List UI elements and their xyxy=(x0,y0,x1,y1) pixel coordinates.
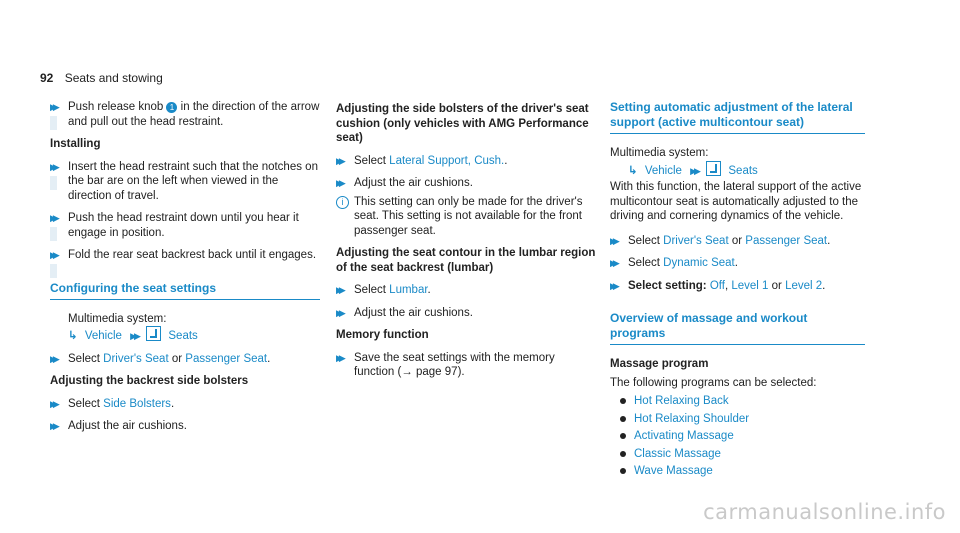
step-adjust-air-3: ▶▶ Adjust the air cushions. xyxy=(336,306,598,321)
list-item[interactable]: Hot Relaxing Back xyxy=(620,394,865,409)
watermark: carmanualsonline.info xyxy=(703,500,946,524)
passenger-seat-link[interactable]: Passenger Seat xyxy=(185,352,268,365)
auto-adjust-description: With this function, the lateral support of the active multicontour seat is automatically adjusted to the driving and cornering dynamics of the vehicle. xyxy=(610,181,862,222)
step-fold: ▶▶ Fold the rear seat backrest back until it engages. xyxy=(50,248,320,263)
step-select-dynamic: ▶▶ Select Dynamic Seat. xyxy=(610,256,865,271)
off-link[interactable]: Off xyxy=(709,279,725,292)
double-chevron-icon: ▶▶ xyxy=(130,331,138,341)
list-item[interactable]: Wave Massage xyxy=(620,464,865,479)
step-push-down: ▶▶ Push the head restraint down until you hear it engage in position. xyxy=(50,211,320,240)
programs-list xyxy=(610,394,865,479)
page-header xyxy=(40,71,163,86)
column-middle xyxy=(336,100,598,388)
side-bolsters-heading: Adjusting the side bolsters of the driver's seat cushion (only vehicles with AMG Performance seat) xyxy=(336,103,589,144)
step-arrow-icon xyxy=(50,352,62,382)
installing-heading: Installing xyxy=(50,138,101,150)
menu-path xyxy=(610,161,865,179)
drivers-seat-link[interactable]: Driver's Seat xyxy=(663,234,729,247)
double-chevron-icon: ▶▶ xyxy=(690,165,698,176)
level1-link[interactable]: Level 1 xyxy=(731,279,769,292)
page-number: 92 xyxy=(40,71,54,85)
info-note: i This setting can only be made for the driver's seat. This setting is not available for the front passenger seat. xyxy=(336,195,598,239)
auto-adjust-heading: Setting automatic adjustment of the lateral support (active multicontour seat) xyxy=(610,100,865,134)
overview-heading: Overview of massage and workout programs xyxy=(610,311,865,345)
step-select-lumbar: ▶▶ Select Lumbar. xyxy=(336,283,598,298)
memory-heading: Memory function xyxy=(336,329,429,341)
programs-intro: The following programs can be selected: xyxy=(610,376,817,389)
side-bolsters-link[interactable]: Side Bolsters xyxy=(103,397,171,410)
return-arrow-icon: ↳ xyxy=(68,330,78,342)
callout-1-icon: 1 xyxy=(166,102,177,113)
step-adjust-air: ▶▶ Adjust the air cushions. xyxy=(50,419,320,434)
section-title: Seats and stowing xyxy=(64,71,163,85)
step-save-memory: ▶▶ Save the seat settings with the memory function (→ page 97). xyxy=(336,351,598,380)
step-push-release: ▶▶ Push release knob 1 in the direction of the arrow and pull out the head restraint. xyxy=(50,100,320,129)
passenger-seat-link[interactable]: Passenger Seat xyxy=(745,234,828,247)
lateral-support-link[interactable]: Lateral Support, Cush. xyxy=(389,154,505,167)
lumbar-link[interactable]: Lumbar xyxy=(389,284,428,296)
multimedia-label: Multimedia system: xyxy=(610,147,709,159)
lumbar-heading: Adjusting the seat contour in the lumbar region of the seat backrest (lumbar) xyxy=(336,247,596,274)
dynamic-seat-link[interactable]: Dynamic Seat xyxy=(663,257,735,269)
step-select-setting: ▶▶ Select setting: Off, Level 1 or Level 2. xyxy=(610,279,865,294)
step-adjust-air-2: ▶▶ Adjust the air cushions. xyxy=(336,176,598,191)
massage-heading: Massage program xyxy=(610,358,709,370)
level2-link[interactable]: Level 2 xyxy=(785,279,823,292)
menu-vehicle-link[interactable]: Vehicle xyxy=(84,330,122,342)
step-insert: ▶▶ Insert the head restraint such that the notches on the bar are on the left when viewed in the direction of travel. xyxy=(50,160,320,204)
column-right xyxy=(610,100,865,482)
menu-vehicle-link[interactable]: Vehicle xyxy=(644,164,682,177)
list-item[interactable]: Activating Massage xyxy=(620,429,865,444)
step-arrow-icon xyxy=(50,419,62,449)
seat-icon xyxy=(146,326,161,341)
config-heading: Configuring the seat settings xyxy=(50,281,320,300)
menu-path xyxy=(50,326,320,344)
step-select-seat-2: ▶▶ Select Driver's Seat or Passenger Seat. xyxy=(610,234,865,249)
step-arrow-icon xyxy=(336,351,348,381)
info-icon: i xyxy=(336,196,349,209)
column-left xyxy=(50,100,320,442)
backrest-heading: Adjusting the backrest side bolsters xyxy=(50,375,249,387)
menu-seats-link[interactable]: Seats xyxy=(168,330,198,342)
step-select-lateral: ▶▶ Select Lateral Support, Cush.. xyxy=(336,154,598,169)
multimedia-label: Multimedia system: xyxy=(68,312,167,325)
step-select-seat: ▶▶ Select Driver's Seat or Passenger Seat. xyxy=(50,352,320,367)
return-arrow-icon: ↳ xyxy=(628,164,638,177)
list-item[interactable]: Classic Massage xyxy=(620,447,865,462)
seat-icon xyxy=(706,161,721,176)
menu-seats-link[interactable]: Seats xyxy=(728,164,758,177)
drivers-seat-link[interactable]: Driver's Seat xyxy=(103,352,169,365)
list-item[interactable]: Hot Relaxing Shoulder xyxy=(620,412,865,427)
step-arrow-icon xyxy=(610,279,622,309)
step-select-bolsters: ▶▶ Select Side Bolsters. xyxy=(50,397,320,412)
step-arrow-icon xyxy=(336,306,348,336)
